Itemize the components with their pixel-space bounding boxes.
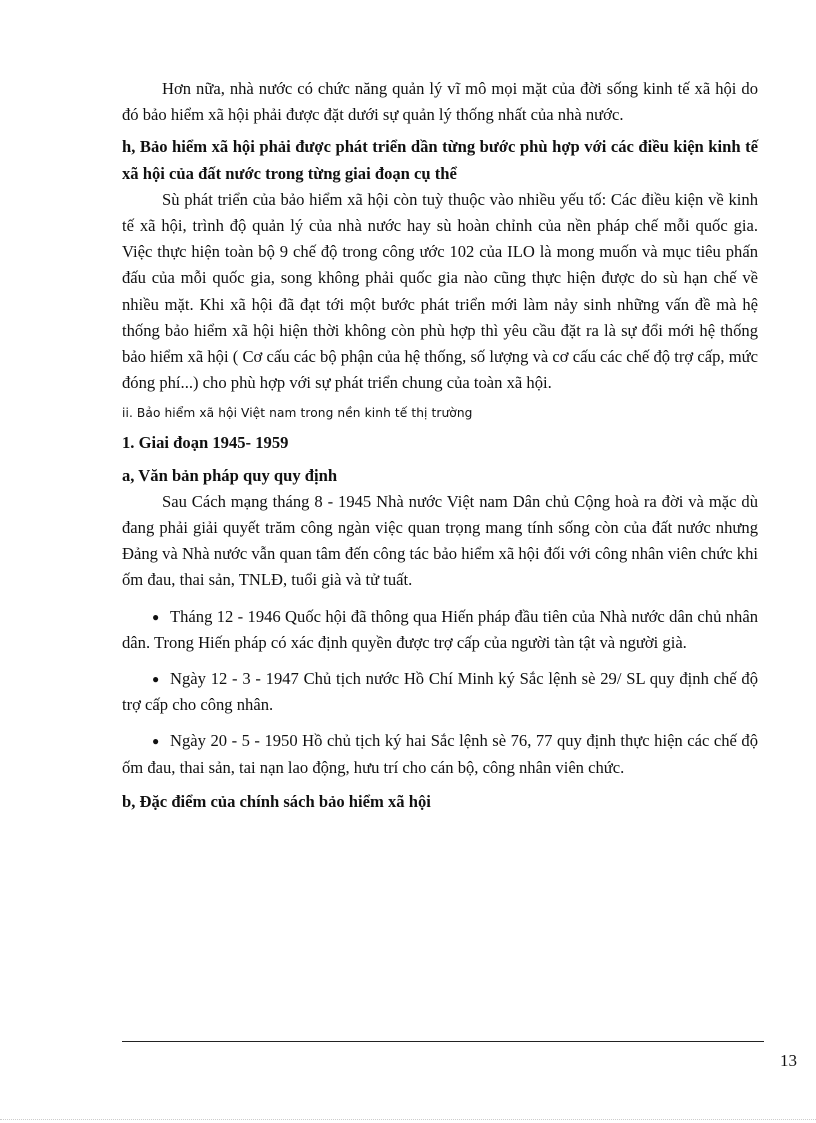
paragraph-development-factors: Sù phát triển của bảo hiểm xã hội còn tuỳ thuộc vào nhiều yếu tố: Các điều kiện về kinh tế xã hội, trình độ quản lý của nhà nước hay sù hoàn chỉnh của nền pháp chế mỗi quốc gia. Việc thực hiện toàn bộ 9 chế độ trong công ước 102 của ILO là mong muốn và mục tiêu phấn đấu của mỗi quốc gia, song không phải quốc gia nào cũng thực hiện được do sù hạn chế về nhiều mặt. Khi xã hội đã đạt tới một bước phát triển mới làm nảy sinh những vấn đề mà hệ thống bảo hiểm xã hội hiện thời không còn phù hợp thì yêu cầu đặt ra là sự đổi mới hệ thống bảo hiểm xã hội ( Cơ cấu các bộ phận của hệ thống, số lượng và cơ cấu các chế độ trợ cấp, mức đóng phí...) cho phù hợp với sự phát triển chung của toàn xã hội. — [122, 189, 758, 393]
list-item — [122, 728, 758, 780]
heading-period-1945-1959: 1. Giai đoạn 1945- 1959 — [122, 433, 289, 453]
footer-divider — [122, 1041, 764, 1042]
paragraph-state-management: Hơn nữa, nhà nước có chức năng quản lý vĩ mô mọi mặt của đời sống kinh tế xã hội do đó bảo hiểm xã hội phải được đặt dưới sự quản lý thống nhất của nhà nước. — [122, 79, 758, 125]
heading-h-gradual-development: h, Bảo hiểm xã hội phải được phát triển dần từng bước phù hợp với các điều kiện kinh tế xã hội của đất nước trong từng giai đoạn cụ thể — [122, 137, 758, 183]
section-ii-title: ii. Bảo hiểm xã hội Việt nam trong nền kinh tế thị trường — [122, 406, 473, 421]
bullet-icon: ● — [152, 734, 160, 749]
page-bottom-border — [0, 1119, 816, 1120]
document-body — [122, 76, 758, 815]
list-item — [122, 604, 758, 656]
bullet-icon: ● — [152, 672, 160, 687]
list-item-text: Ngày 12 - 3 - 1947 Chủ tịch nước Hồ Chí Minh ký Sắc lệnh sè 29/ SL quy định chế độ trợ cấp cho công nhân. — [122, 669, 758, 715]
bullet-icon: ● — [152, 609, 160, 624]
page-number: 13 — [780, 1051, 797, 1070]
list-item — [122, 666, 758, 718]
heading-b-policy-characteristics: b, Đặc điểm của chính sách bảo hiểm xã hội — [122, 791, 431, 811]
list-item-text: Ngày 20 - 5 - 1950 Hồ chủ tịch ký hai Sắc lệnh sè 76, 77 quy định thực hiện các chế độ ốm đau, thai sản, tai nạn lao động, hưu trí cho cán bộ, công nhân viên chức. — [122, 731, 758, 777]
list-item-text: Tháng 12 - 1946 Quốc hội đã thông qua Hiến pháp đầu tiên của Nhà nước dân chủ nhân dân. Trong Hiến pháp có xác định quyền được trợ cấp của người tàn tật và người già. — [122, 606, 758, 652]
heading-a-legal-documents: a, Văn bản pháp quy quy định — [122, 465, 338, 485]
paragraph-after-revolution: Sau Cách mạng tháng 8 - 1945 Nhà nước Việt nam Dân chủ Cộng hoà ra đời và mặc dù đang phải giải quyết trăm công ngàn việc quan trọng mang tính sống còn của đất nước nhưng Đảng và Nhà nước vẫn quan tâm đến công tác bảo hiểm xã hội đối với công nhân viên chức khi ốm đau, thai sản, TNLĐ, tuổi già và tử tuất. — [122, 491, 758, 590]
